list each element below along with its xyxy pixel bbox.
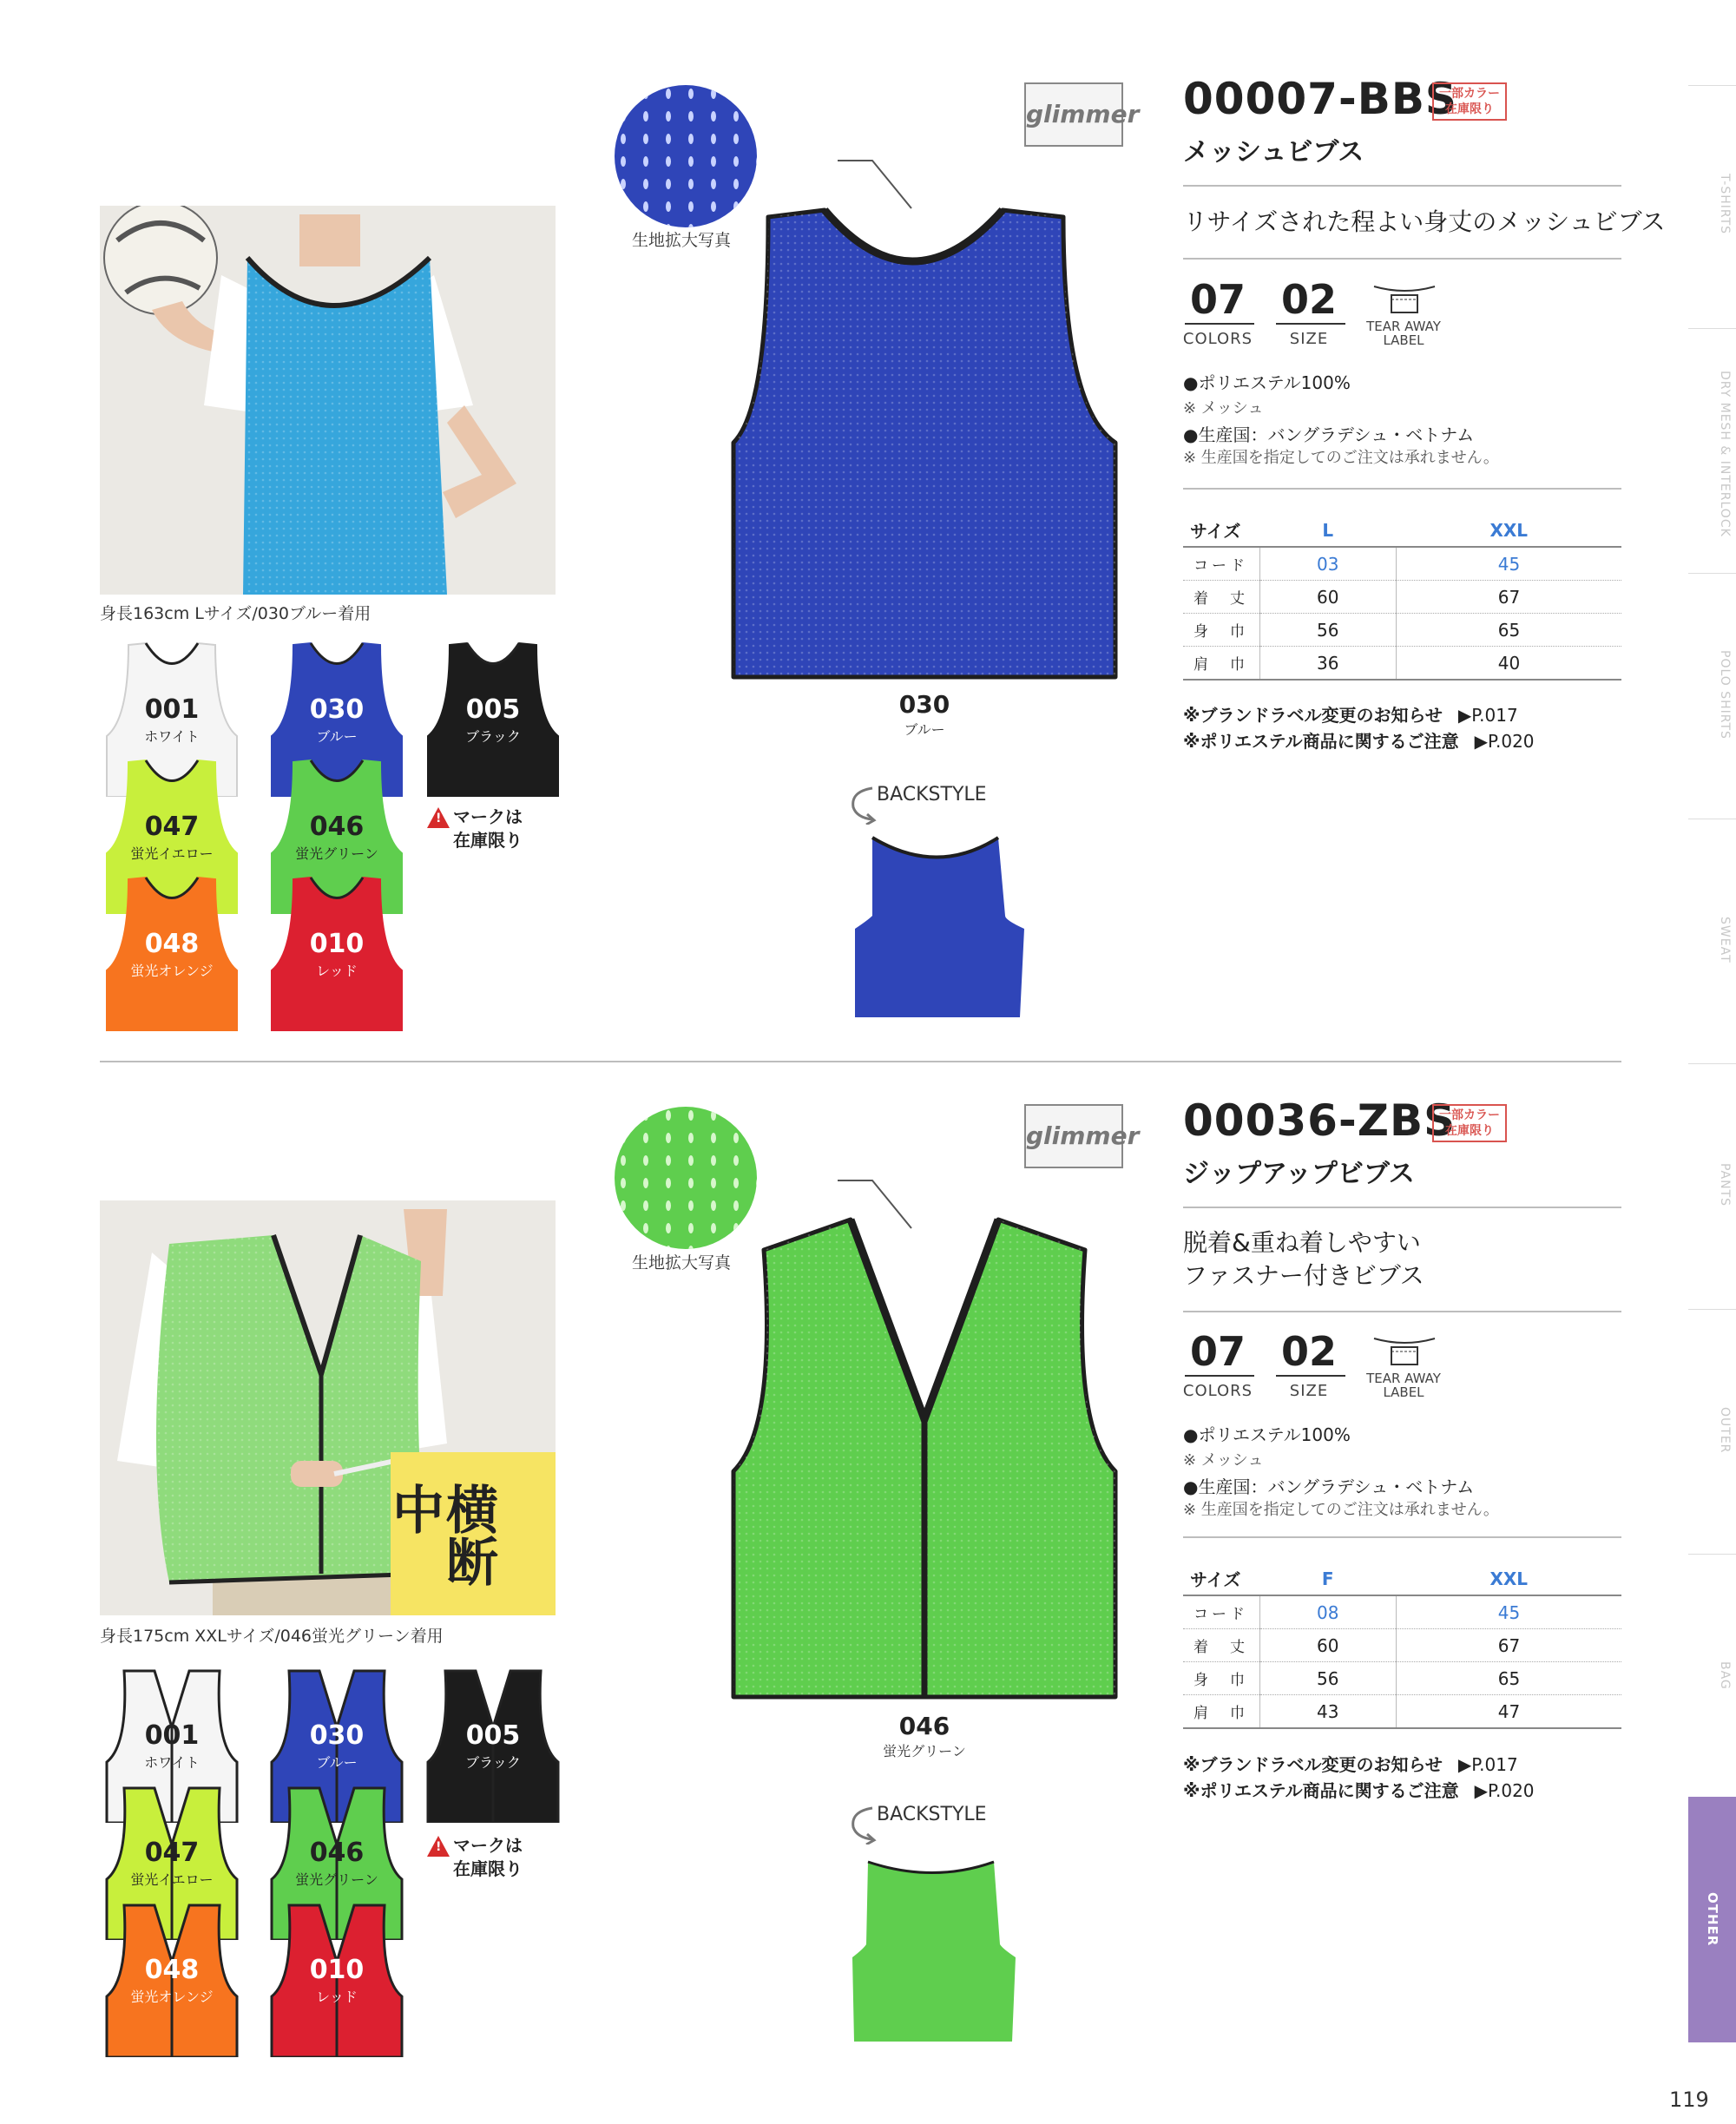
divider — [1183, 185, 1621, 187]
row-label: コード — [1183, 1595, 1259, 1629]
sidebar-item-pants[interactable]: PANTS — [1718, 1162, 1732, 1207]
swatch-code: 046 — [309, 812, 365, 842]
swatch-color-name: ブルー — [316, 728, 358, 745]
divider — [1183, 258, 1621, 260]
size-count: 02 — [1280, 276, 1337, 323]
row-label: 着 丈 — [1183, 581, 1259, 614]
sidebar-divider — [1688, 1554, 1736, 1555]
model-photo-bbs — [100, 206, 556, 595]
tear-label-line2: LABEL — [1383, 332, 1424, 348]
row-label: 着 丈 — [1183, 1629, 1259, 1662]
warning-icon — [427, 807, 450, 828]
size-cell: 65 — [1396, 614, 1621, 647]
badge-line1: 一部カラー — [1439, 87, 1500, 101]
tagline-line: ファスナー付きビブス — [1183, 1261, 1424, 1290]
swatch-code: 030 — [309, 1720, 365, 1751]
back-garment-bbs — [851, 833, 1024, 1020]
size-cell: 45 — [1396, 547, 1621, 581]
size-table-row — [1183, 547, 1621, 581]
size-table-header — [1183, 1562, 1621, 1595]
size-cell: 36 — [1259, 647, 1396, 681]
swatch-code: 047 — [144, 812, 200, 842]
swatch-code: 001 — [144, 1720, 200, 1751]
swatch-color-name: 蛍光オレンジ — [130, 963, 214, 979]
reference-text: ※ブランドラベル変更のお知らせ — [1183, 705, 1443, 726]
mark-stock-notice — [453, 806, 523, 852]
size-header-col: L — [1259, 514, 1396, 547]
swatch-code: 048 — [144, 929, 200, 959]
color-swatch[interactable] — [102, 875, 241, 1031]
size-label: SIZE — [1289, 1382, 1329, 1400]
sidebar-item-polo[interactable]: POLO SHIRTS — [1718, 649, 1732, 740]
reference-text: ※ポリエステル商品に関するご注意 — [1183, 1780, 1459, 1801]
stat-underline — [1185, 323, 1254, 325]
tear-away-label-text — [1356, 319, 1451, 347]
sidebar-item-dry-mesh[interactable]: DRY MESH & INTERLOCK — [1718, 371, 1732, 537]
mark-notice-line2: 在庫限り — [453, 830, 523, 851]
swatch-color-name: 蛍光グリーン — [295, 1871, 378, 1888]
swatch-code: 046 — [309, 1838, 365, 1868]
main-garment-zbs — [729, 1211, 1120, 1706]
size-cell: 67 — [1396, 581, 1621, 614]
reference-link[interactable] — [1183, 1777, 1535, 1802]
swatch-code: 010 — [309, 929, 365, 959]
mark-notice-line1: マークは — [453, 806, 523, 827]
material-note: ※ メッシュ — [1183, 1451, 1264, 1470]
reference-text: ※ポリエステル商品に関するご注意 — [1183, 731, 1459, 752]
reference-page: ▶P.017 — [1457, 705, 1518, 726]
color-swatch[interactable] — [424, 641, 562, 797]
colors-count: 07 — [1189, 276, 1246, 323]
swatch-color-name: ブラック — [465, 728, 521, 745]
size-cell: 56 — [1259, 1662, 1396, 1695]
tear-away-label-icon — [1370, 282, 1439, 319]
origin-note: ※ 生産国を指定してのご注文は承れません。 — [1183, 1501, 1499, 1519]
badge-line1: 一部カラー — [1439, 1108, 1500, 1122]
sidebar-divider — [1688, 1309, 1736, 1310]
size-cell: 43 — [1259, 1695, 1396, 1729]
origin-spec: ●生産国：バングラデシュ・ベトナム — [1183, 1476, 1475, 1497]
swatch-color-name: ホワイト — [144, 1754, 200, 1771]
row-label: 身 巾 — [1183, 1662, 1259, 1695]
colors-count: 07 — [1189, 1328, 1246, 1375]
material-spec: ●ポリエステル100% — [1183, 372, 1351, 393]
tagline-line: 脱着&重ね着しやすい — [1183, 1228, 1421, 1257]
size-header-col: XXL — [1396, 1562, 1621, 1595]
material-note: ※ メッシュ — [1183, 399, 1264, 418]
colors-label: COLORS — [1182, 330, 1253, 348]
reference-link[interactable] — [1183, 727, 1535, 753]
swatch-code: 048 — [144, 1955, 200, 1985]
limited-stock-badge — [1432, 1104, 1507, 1142]
backstyle-label: BACKSTYLE — [877, 1804, 987, 1825]
size-header-label: サイズ — [1183, 1562, 1259, 1595]
mark-notice-line1: マークは — [453, 1835, 523, 1856]
origin-spec: ●生産国：バングラデシュ・ベトナム — [1183, 424, 1475, 445]
swatch-color-name: ブラック — [465, 1754, 521, 1771]
product-code-title: 00007-BBS — [1183, 74, 1457, 124]
size-table-row — [1183, 647, 1621, 681]
mark-stock-notice — [453, 1834, 523, 1881]
product-tagline — [1183, 1226, 1424, 1292]
row-label: コード — [1183, 547, 1259, 581]
size-cell: 65 — [1396, 1662, 1621, 1695]
section-divider — [100, 1061, 1621, 1062]
limited-stock-badge — [1432, 82, 1507, 121]
sidebar-item-tshirts[interactable]: T-SHIRTS — [1718, 173, 1732, 234]
stat-underline — [1276, 1375, 1345, 1377]
photo-caption: 身長163cm Lサイズ/030ブルー着用 — [100, 604, 372, 623]
row-label: 肩 巾 — [1183, 647, 1259, 681]
stat-underline — [1276, 323, 1345, 325]
material-spec: ●ポリエステル100% — [1183, 1424, 1351, 1445]
brand-logo: glimmer — [1024, 82, 1123, 147]
size-table-header — [1183, 514, 1621, 547]
swatch-color-name: 蛍光イエロー — [130, 845, 214, 862]
sidebar-divider — [1688, 1063, 1736, 1064]
tear-away-label-text — [1356, 1371, 1451, 1399]
back-garment-zbs — [851, 1858, 1016, 2044]
size-cell: 47 — [1396, 1695, 1621, 1729]
tear-label-line2: LABEL — [1383, 1384, 1424, 1400]
product-tagline — [1183, 206, 1666, 239]
size-cell: 03 — [1259, 547, 1396, 581]
size-table-zbs — [1183, 1562, 1621, 1729]
sidebar-item-outer[interactable]: OUTER — [1718, 1407, 1732, 1454]
size-header-label: サイズ — [1183, 514, 1259, 547]
sidebar-divider — [1688, 573, 1736, 574]
main-color-name: 蛍光グリーン — [883, 1743, 966, 1759]
brand-logo: glimmer — [1024, 1104, 1123, 1168]
colors-label: COLORS — [1182, 1382, 1253, 1400]
reference-text: ※ブランドラベル変更のお知らせ — [1183, 1754, 1443, 1775]
color-swatch[interactable] — [424, 1667, 562, 1823]
swatch-color-name: 蛍光イエロー — [130, 1871, 214, 1888]
size-table-bbs — [1183, 514, 1621, 681]
swatch-color-name: 蛍光グリーン — [295, 845, 378, 862]
warning-icon — [427, 1836, 450, 1857]
size-cell: 60 — [1259, 581, 1396, 614]
product-code-title: 00036-ZBS — [1183, 1095, 1457, 1146]
size-cell: 08 — [1259, 1595, 1396, 1629]
tear-label-line1: TEAR AWAY — [1366, 1371, 1441, 1386]
size-table-row — [1183, 581, 1621, 614]
tagline-line: リサイズされた程よい身丈のメッシュビブス — [1183, 207, 1666, 236]
swatch-code: 001 — [144, 694, 200, 725]
sidebar-divider — [1688, 328, 1736, 329]
swatch-color-name: ホワイト — [144, 728, 200, 745]
size-table-row — [1183, 1662, 1621, 1695]
row-label: 肩 巾 — [1183, 1695, 1259, 1729]
mark-notice-line2: 在庫限り — [453, 1858, 523, 1879]
size-table-row — [1183, 1595, 1621, 1629]
size-header-col: XXL — [1396, 514, 1621, 547]
reference-link[interactable] — [1183, 701, 1518, 727]
origin-note: ※ 生産国を指定してのご注文は承れません。 — [1183, 449, 1499, 467]
color-swatch[interactable] — [267, 875, 406, 1031]
size-header-col: F — [1259, 1562, 1396, 1595]
divider — [1183, 1207, 1621, 1208]
size-cell: 67 — [1396, 1629, 1621, 1662]
swatch-color-name: レッド — [316, 963, 358, 979]
color-swatch[interactable] — [267, 1901, 406, 2057]
page-number: 119 — [1669, 2088, 1709, 2112]
badge-line2: 在庫限り — [1445, 1124, 1494, 1138]
rotate-arrow-icon — [846, 1801, 881, 1845]
backstyle-label: BACKSTYLE — [877, 784, 987, 806]
sidebar-item-other[interactable]: OTHER — [1688, 1797, 1736, 2042]
swatch-code: 005 — [465, 1720, 521, 1751]
sidebar-item-bag[interactable]: BAG — [1718, 1660, 1732, 1690]
flag-text: 横断中 — [384, 1483, 498, 1587]
tear-away-label-icon — [1370, 1334, 1439, 1371]
product-name: ジップアップビブス — [1183, 1159, 1415, 1189]
swatch-code: 047 — [144, 1838, 200, 1868]
main-color-code: 030 — [898, 690, 950, 719]
swatch-code: 030 — [309, 694, 365, 725]
size-cell: 56 — [1259, 614, 1396, 647]
stat-underline — [1185, 1375, 1254, 1377]
divider — [1183, 1536, 1621, 1538]
main-garment-bbs — [729, 191, 1120, 694]
size-table-row — [1183, 1629, 1621, 1662]
color-swatch[interactable] — [102, 1901, 241, 2057]
swatch-code: 005 — [465, 694, 521, 725]
size-label: SIZE — [1289, 330, 1329, 348]
size-cell: 60 — [1259, 1629, 1396, 1662]
fabric-zoom-label: 生地拡大写真 — [632, 1253, 732, 1272]
product-name: メッシュビブス — [1183, 137, 1364, 168]
main-color-name: ブルー — [904, 721, 945, 738]
size-count: 02 — [1280, 1328, 1337, 1375]
size-cell: 45 — [1396, 1595, 1621, 1629]
reference-page: ▶P.020 — [1474, 731, 1535, 752]
swatch-color-name: レッド — [316, 1989, 358, 2005]
swatch-code: 010 — [309, 1955, 365, 1985]
size-table-row — [1183, 614, 1621, 647]
sidebar-divider — [1688, 85, 1736, 86]
model-figure-illustration — [100, 206, 556, 595]
model-photo-zbs — [100, 1200, 556, 1615]
divider — [1183, 1311, 1621, 1312]
fabric-zoom-label: 生地拡大写真 — [632, 231, 732, 250]
photo-caption: 身長175cm XXLサイズ/046蛍光グリーン着用 — [100, 1627, 444, 1646]
badge-line2: 在庫限り — [1445, 102, 1494, 116]
rotate-arrow-icon — [846, 781, 881, 825]
row-label: 身 巾 — [1183, 614, 1259, 647]
sidebar-item-sweat[interactable]: SWEAT — [1718, 917, 1732, 963]
swatch-color-name: ブルー — [316, 1754, 358, 1771]
tear-label-line1: TEAR AWAY — [1366, 319, 1441, 334]
divider — [1183, 488, 1621, 490]
reference-page: ▶P.020 — [1474, 1780, 1535, 1801]
size-cell: 40 — [1396, 647, 1621, 681]
swatch-color-name: 蛍光オレンジ — [130, 1989, 214, 2005]
reference-page: ▶P.017 — [1457, 1754, 1518, 1775]
size-table-row — [1183, 1695, 1621, 1729]
reference-link[interactable] — [1183, 1751, 1518, 1776]
main-color-code: 046 — [898, 1712, 950, 1740]
